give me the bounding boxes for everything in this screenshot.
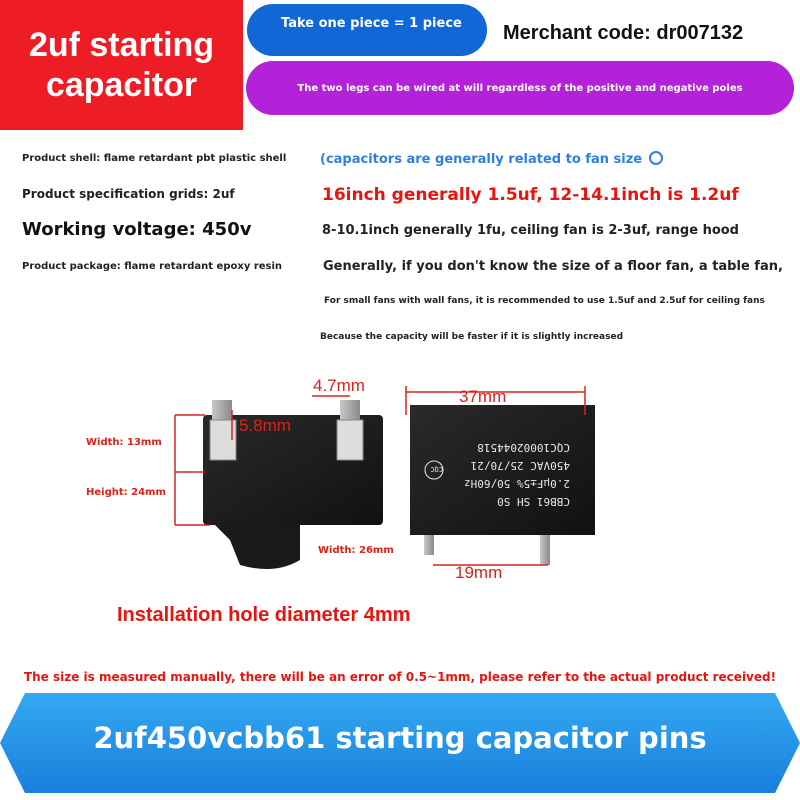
spec-shell: Product shell: flame retardant pbt plastic shell <box>22 153 287 164</box>
capacitor-side-view <box>203 400 383 569</box>
wiring-note-text: The two legs can be wired at will regardless of the positive and negative poles <box>297 82 743 94</box>
banner-text: 2uf450vcbb61 starting capacitor pins <box>93 721 707 755</box>
note-unknown-size: Generally, if you don't know the size of a floor fan, a table fan, <box>323 259 783 274</box>
cap-label-line-4: CQC10002044518 <box>477 441 570 454</box>
spec-grids: Product specification grids: 2uf <box>22 187 235 201</box>
product-title-box <box>0 0 243 130</box>
loading-ring-icon <box>649 151 663 165</box>
capacitor-front-view <box>410 405 595 565</box>
cqc-mark: CQC <box>430 465 443 473</box>
product-photo <box>0 360 800 600</box>
note-fan-size-text: (capacitors are generally related to fan size <box>320 152 643 167</box>
note-capacity: Because the capacity will be faster if it is slightly increased <box>320 332 624 342</box>
dim-width-26: Width: 26mm <box>318 545 394 556</box>
cap-label-line-2: 2.0µF±5% 50/60Hz <box>464 477 570 490</box>
spec-voltage: Working voltage: 450v <box>22 219 252 240</box>
wiring-note-pill <box>246 61 794 115</box>
measurement-warning: The size is measured manually, there will be an error of 0.5~1mm, please refer to the actual product received! <box>23 670 777 684</box>
dim-19mm: 19mm <box>455 563 503 582</box>
title-line-1: 2uf starting <box>28 26 215 64</box>
dim-height-24: Height: 24mm <box>86 487 166 498</box>
dim-5-8mm: 5.8mm <box>239 416 291 435</box>
note-8-10inch: 8-10.1inch generally 1fu, ceiling fan is 2-3uf, range hood <box>322 223 739 238</box>
title-line-2: capacitor <box>45 66 198 104</box>
cap-label-line-1: CBB61 SH S0 <box>497 495 570 508</box>
dim-width-13: Width: 13mm <box>86 437 162 448</box>
note-small-fans: For small fans with wall fans, it is recommended to use 1.5uf and 2.5uf for ceiling fans <box>324 296 765 306</box>
quantity-pill: Take one piece = 1 piece <box>247 4 487 56</box>
note-16inch: 16inch generally 1.5uf, 12-14.1inch is 1.2uf <box>322 185 739 205</box>
installation-hole-note: Installation hole diameter 4mm <box>117 604 411 626</box>
spec-package: Product package: flame retardant epoxy resin <box>22 261 283 272</box>
cap-label-line-3: 450VAC 25/70/21 <box>470 459 570 472</box>
dim-37mm: 37mm <box>459 387 507 406</box>
merchant-code: Merchant code: dr007132 <box>503 22 744 44</box>
dim-4-7mm: 4.7mm <box>313 376 365 395</box>
note-fan-size <box>320 151 663 167</box>
